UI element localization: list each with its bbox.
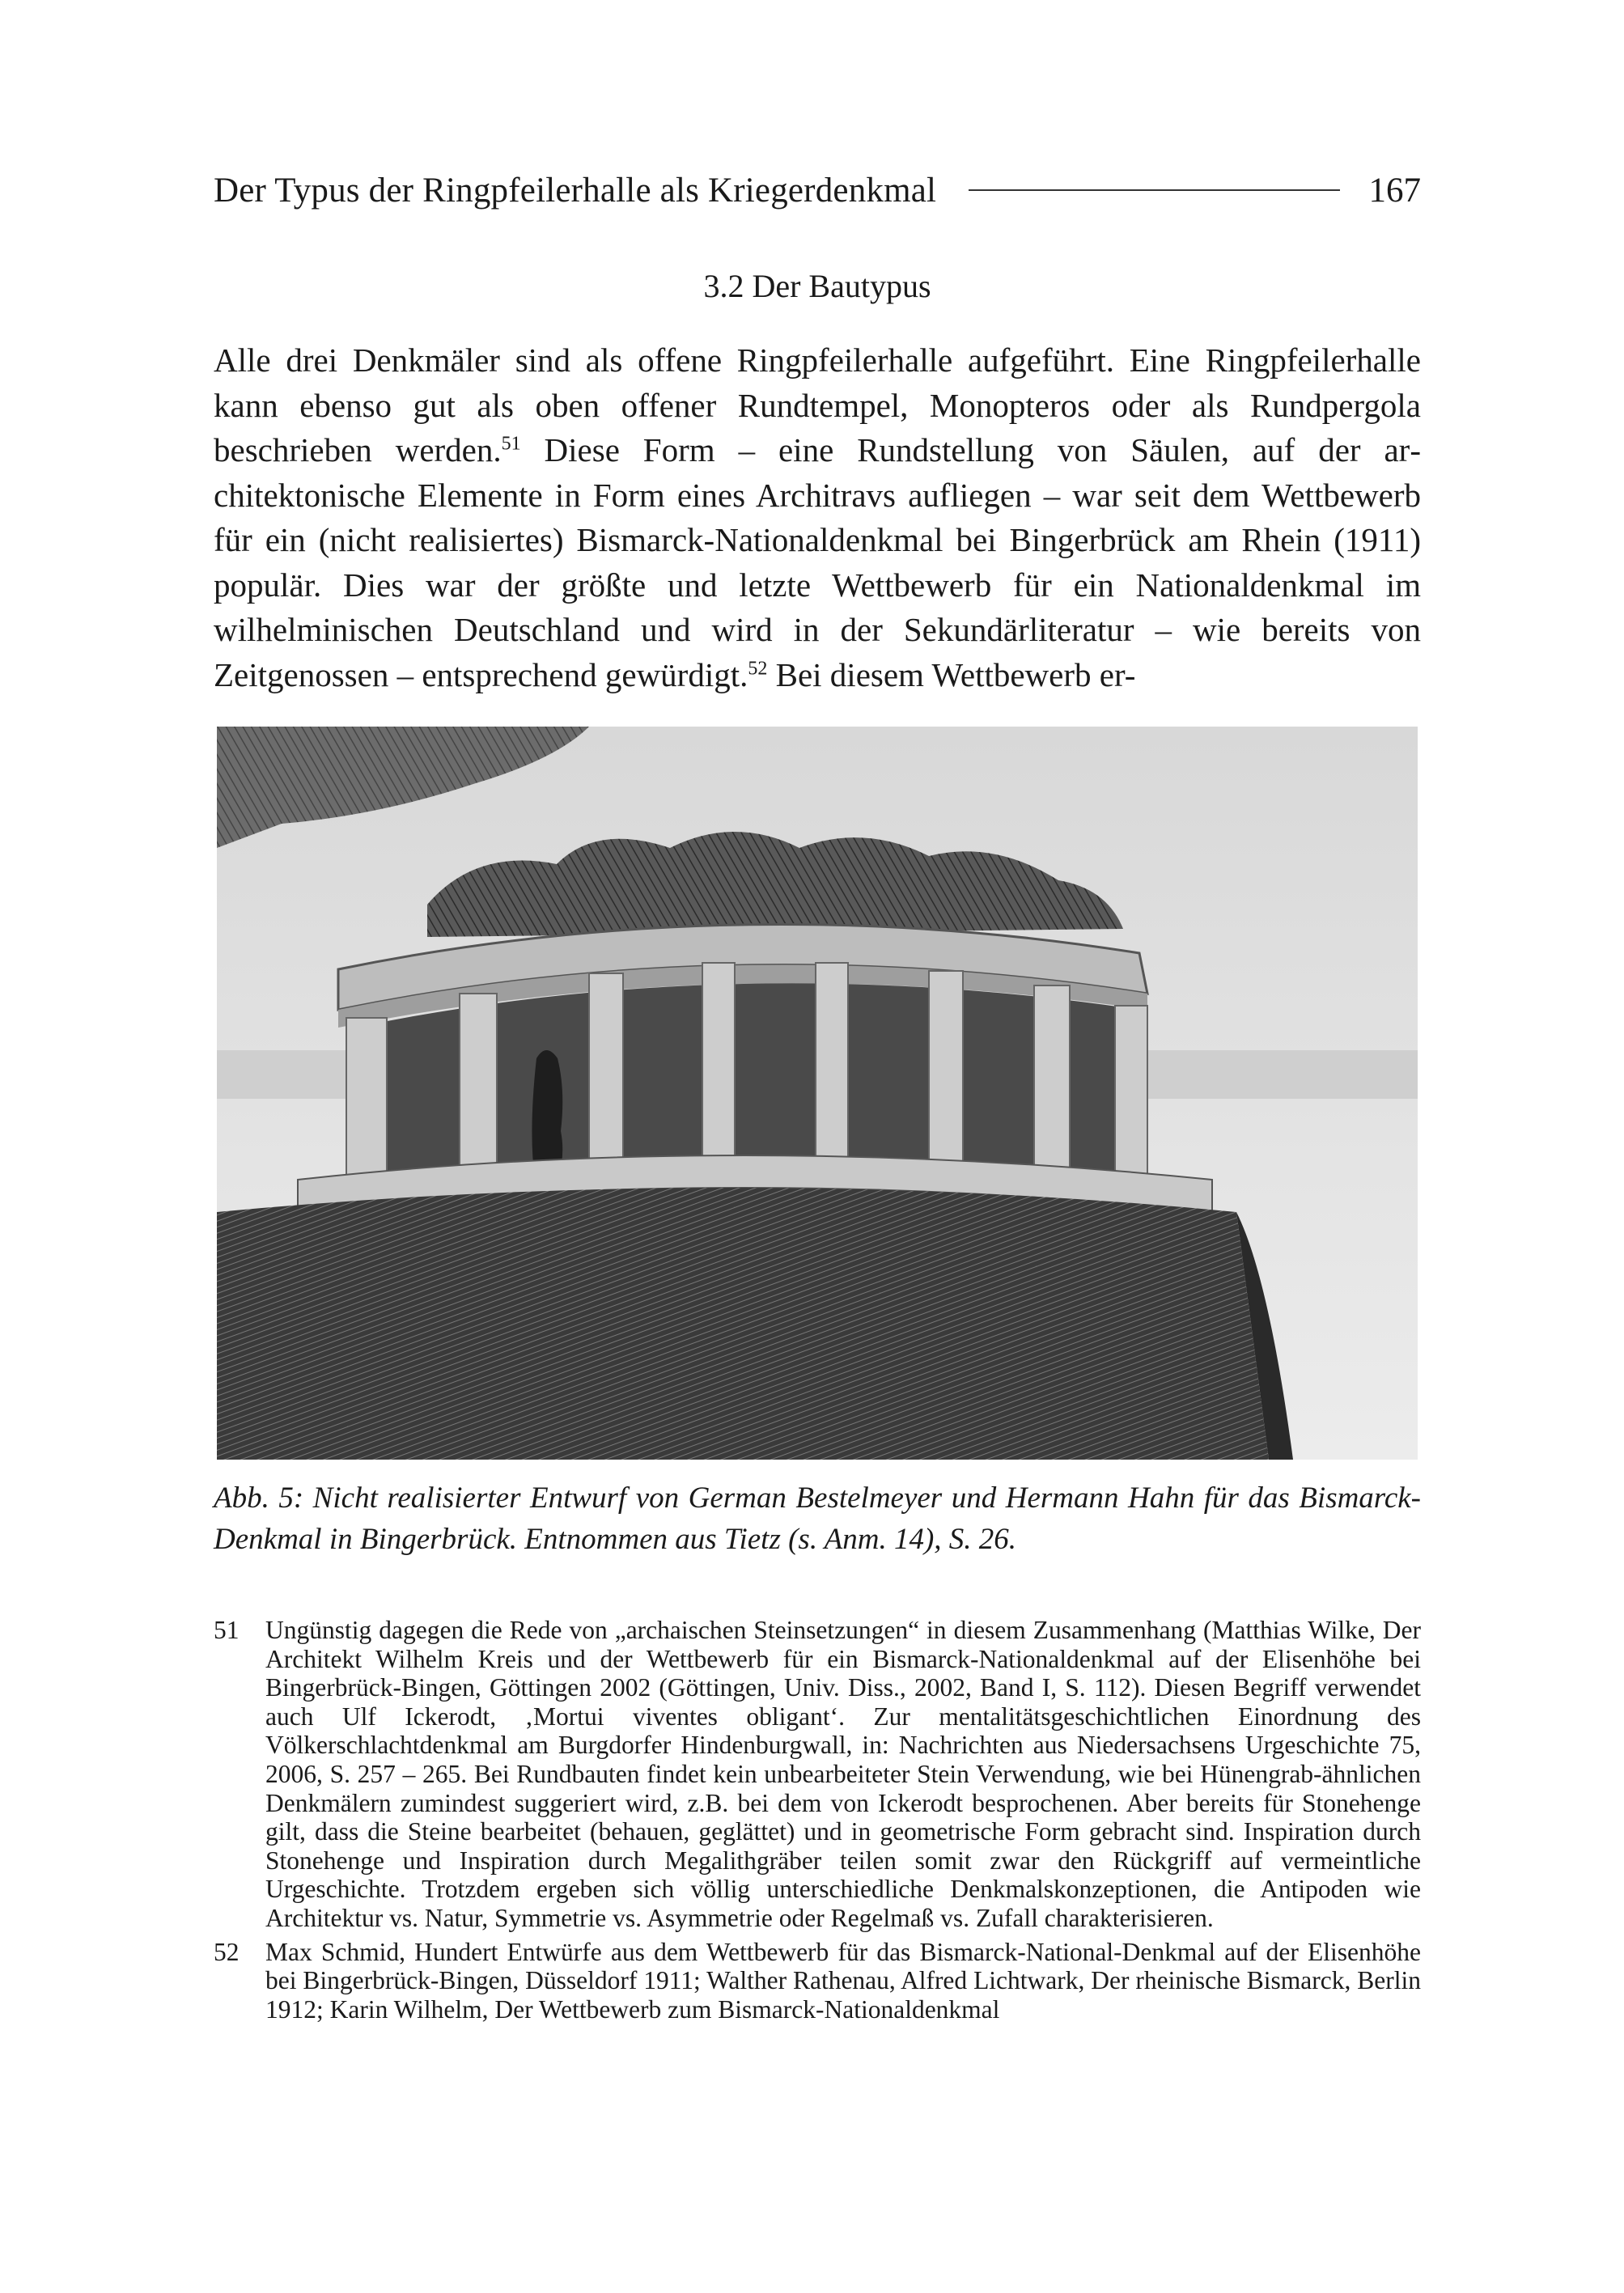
monument-drawing [217, 727, 1418, 1460]
footnotes [214, 1616, 1421, 2028]
body-text-part-2: Diese Form – eine Rundstellung von Säulen, auf der architektonische Elemente in Form eines Architravs aufliegen – war seit dem Wettbewerb für ein (nicht realisiertes) Bismarck-Nationaldenkmal bei Bingerbrück am Rhein (1911) populär. Dies war der größte und letzte Wettbewerb für ein Nationaldenkmal im wilhelminischen Deutschland und wird in der Sekundärliteratur – wie bereits von Zeitgenossen – entsprechend gewürdigt. [214, 431, 1421, 693]
footnote-51 [214, 1616, 1421, 1933]
page-number: 167 [1368, 171, 1421, 210]
footnote-ref-51: 51 [501, 433, 521, 455]
footnote-ref-52: 52 [748, 657, 768, 679]
body-text-part-3: Bei diesem Wettbewerb er- [767, 655, 1136, 693]
section-heading: 3.2 Der Bautypus [703, 268, 931, 304]
footnote-text: Max Schmid, Hundert Entwürfe aus dem Wettbewerb für das Bismarck-National-Denkmal auf der Elisenhöhe bei Bingerbrück-Bingen, Düsseldorf 1911; Walther Rathenau, Alfred Lichtwark, Der rheinische Bismarck, Berlin 1912; Karin Wilhelm, Der Wettbewerb zum Bismarck-Nationaldenkmal [265, 1937, 1421, 2024]
footnote-number: 52 [214, 1937, 240, 1966]
body-text-part-1: Alle drei Denkmäler sind als offene Ringpfeilerhalle aufgeführt. Eine Ringpfeilerhalle kann ebenso gut als oben offener Rundtempel, Monopteros oder als Rundpergola beschrieben werden. [214, 341, 1421, 468]
footnote-52 [214, 1938, 1421, 2024]
header-rule [969, 189, 1339, 191]
running-header-title: Der Typus der Ringpfeilerhalle als Kriegerdenkmal [214, 171, 937, 210]
running-header [214, 166, 1421, 214]
footnote-text: Ungünstig dagegen die Rede von „archaischen Steinsetzungen“ in diesem Zusammenhang (Matthias Wilke, Der Architekt Wilhelm Kreis und der Wettbewerb für ein Bismarck-Nationaldenkmal auf der Elisenhöhe bei Bingerbrück-Bingen, Göttingen 2002 (Göttingen, Univ. Diss., 2002, Band I, S. 112). Diesen Begriff verwendet auch Ulf Ickerodt, ‚Mortui viventes obligant‘. Zur mentalitätsgeschichtlichen Einordnung des Völkerschlachtdenkmal am Burgdorfer Hindenburgwall, in: Nachrichten aus Niedersachsens Urgeschichte 75, 2006, S. 257 – 265. Bei Rundbauten findet kein unbearbeiteter Stein Verwendung, wie bei Hünengrab-ähnlichen Denkmälern zumindest suggeriert wird, z.B. bei dem von Ickerodt besprochenen. Aber bereits für Stonehenge gilt, dass die Steine bearbeitet (behauen, geglättet) und in geometrische Form gebracht sind. Inspiration durch Stonehenge und Inspiration durch Megalithgräber teilen somit zwar den Rückgriff auf vermeintliche Urgeschichte. Trotzdem ergeben sich völlig unterschiedliche Denkmalskonzeptionen, die Antipoden wie Architektur vs. Natur, Symmetrie vs. Asymmetrie oder Regelmaß vs. Zufall charakterisieren. [265, 1616, 1421, 1932]
body-paragraph [214, 338, 1421, 697]
figure-illustration [217, 727, 1418, 1460]
footnote-number: 51 [214, 1616, 240, 1644]
figure-caption: Abb. 5: Nicht realisierter Entwurf von German Bestelmeyer und Hermann Hahn für das Bismarck-Denkmal in Bingerbrück. Entnommen aus Tietz (s. Anm. 14), S. 26. [214, 1481, 1421, 1556]
